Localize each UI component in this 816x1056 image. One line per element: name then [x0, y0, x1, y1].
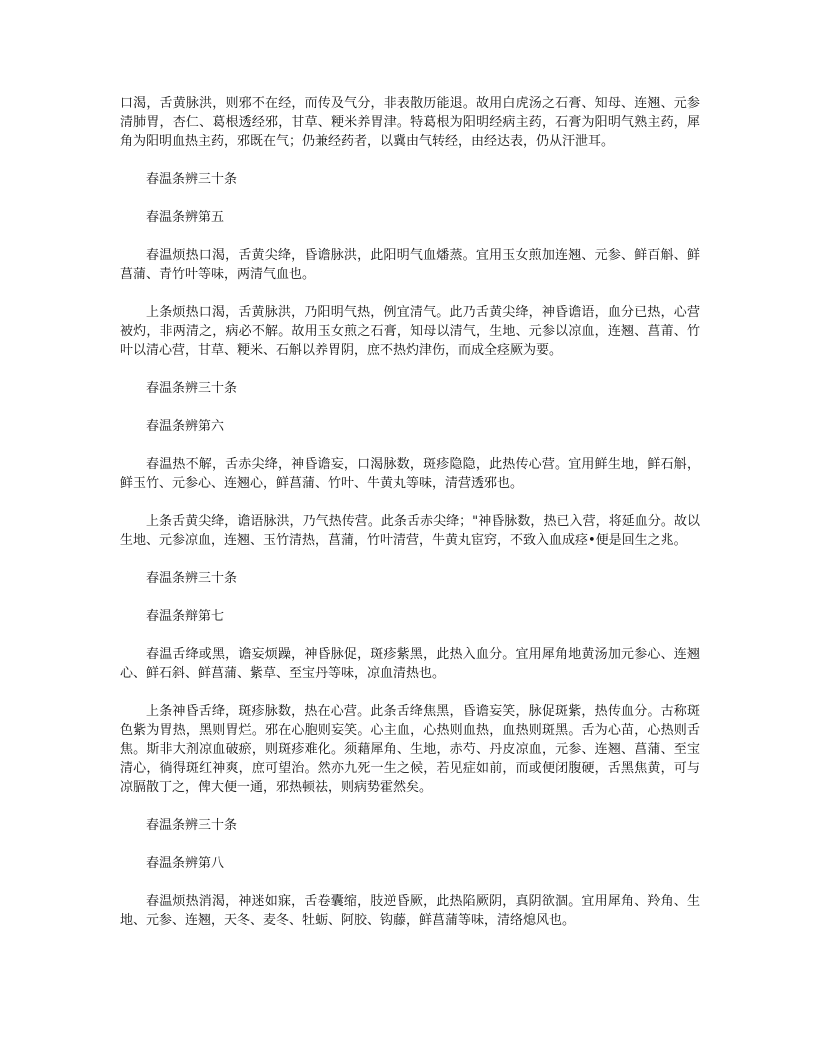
section-title: 春温条辨三十条	[146, 818, 238, 833]
section-subtitle: 春温条辨第八	[146, 856, 225, 871]
section-subtitle: 春温条辨第五	[146, 210, 225, 225]
paragraph: 春温烦热消渴，神迷如寐，舌卷囊缩，肢逆昏厥，此热陷厥阴，真阴欲涸。宜用犀角、羚角、生地、元参、连翘，天冬、麦冬、牡蛎、阿胶、钩藤，鲜菖蒲等味，清络熄风也。	[120, 894, 700, 928]
paragraph: 春温烦热口渴，舌黄尖绛，昏谵脉洪，此阳明气血燔蒸。宜用玉女煎加连翘、元参、鲜百斛、鲜菖蒲、青竹叶等味，两清气血也。	[120, 248, 700, 282]
paragraph: 春温舌绛或黑，谵妄烦躁，神昏脉促，斑疹紫黑，此热入血分。宜用犀角地黄汤加元参心、连翘心、鲜石斜、鲜菖蒲、紫草、至宝丹等味，凉血清热也。	[120, 647, 700, 681]
section-title: 春温条辨三十条	[146, 571, 238, 586]
paragraph: 春温热不解，舌赤尖绛，神昏谵妄，口渴脉数，斑疹隐隐，此热传心营。宜用鲜生地，鲜石斛，鲜玉竹、元参心、连翘心，鲜菖蒲、竹叶、牛黄丸等味，清营透邪也。	[120, 457, 700, 491]
paragraph: 上条舌黄尖绛，谵语脉洪，乃气热传营。此条舌赤尖绛；"神昏脉数，热已入营，将延血分。故以生地、元参凉血，连翘、玉竹清热，菖蒲，竹叶清营，牛黄丸宦窍，不致入血成痉•便是回生之兆。	[120, 514, 700, 548]
document-page	[120, 94, 700, 949]
paragraph: 上条烦热口渴，舌黄脉洪，乃阳明气热，例宜清气。此乃舌黄尖绛，神昏谵语，血分已热，心营被灼，非两清之，病必不解。故用玉女煎之石膏，知母以清气，生地、元参以凉血，连翘、菖莆、竹叶以清心营，甘草、粳米、石斛以养胃阴，庶不热灼津伤，而成全痉厥为要。	[120, 305, 700, 358]
section-subtitle: 春温条辨第六	[146, 419, 225, 434]
section-title: 春温条辨三十条	[146, 172, 238, 187]
paragraph: 口渴，舌黄脉洪，则邪不在经，而传及气分，非表散历能退。故用白虎汤之石膏、知母、连翘、元参清肺胃，杏仁、葛根透经邪，甘草、粳米养胃津。特葛根为阳明经病主药，石膏为阳明气熟主药，犀角为阳明血热主药，邪既在气；仍兼经药者，以冀由气转经，由经达表，仍从汗泄耳。	[120, 96, 700, 149]
paragraph: 上条神昏舌绛，斑疹脉数，热在心营。此条舌绛焦黑，昏谵妄笑，脉促斑紫，热传血分。古称斑色紫为胃热，黑则胃烂。邪在心胞则妄笑。心主血，心热则血热，血热则斑黑。舌为心苗，心热则舌焦。斯非大剂凉血破瘀，则斑疹难化。须藉犀角、生地，赤芍、丹皮凉血，元参、连翘、菖蒲、至宝清心，徜得斑红神爽，庶可望治。然亦九死一生之候，若见症如前，而或便闭腹硬，舌黑焦黄，可与凉膈散丁之，俾大便一通，邪热顿祛，则病势霍然矣。	[120, 704, 700, 795]
section-subtitle: 春温条辩第七	[146, 609, 225, 624]
section-title: 春温条辨三十条	[146, 381, 238, 396]
